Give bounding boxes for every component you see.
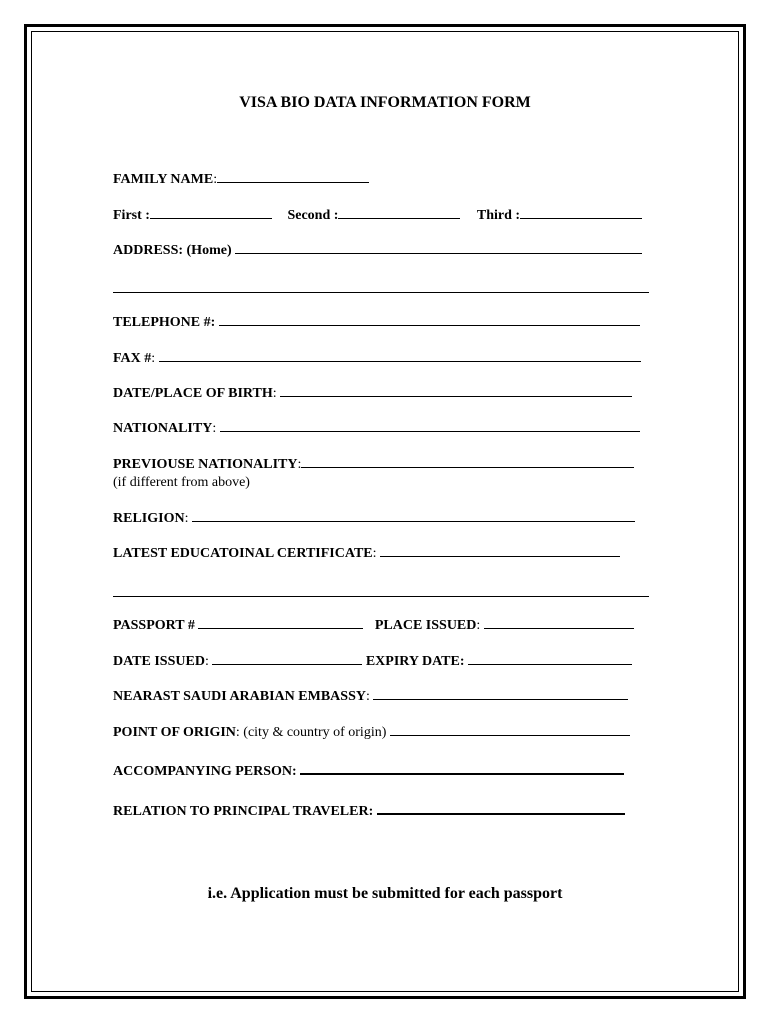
family-name-label: FAMILY NAME	[113, 172, 214, 187]
fax-row: FAX #:	[113, 350, 641, 368]
passport-row: PASSPORT # PLACE ISSUED:	[113, 617, 634, 635]
fax-field[interactable]	[159, 360, 641, 362]
address-row	[113, 242, 642, 260]
dob-field[interactable]	[280, 395, 632, 397]
telephone-label: TELEPHONE #:	[113, 315, 216, 330]
date-issued-field[interactable]	[212, 663, 362, 665]
education-field[interactable]	[380, 555, 620, 557]
address-field-line-2[interactable]	[113, 292, 649, 293]
accompanying-label: ACCOMPANYING PERSON:	[113, 764, 297, 779]
origin-row	[113, 724, 630, 742]
origin-label: POINT OF ORIGIN	[113, 725, 236, 740]
previous-nationality-field[interactable]	[301, 466, 634, 468]
expiry-date-label: EXPIRY DATE:	[365, 654, 465, 669]
embassy-field[interactable]	[373, 698, 628, 700]
family-name-field[interactable]	[217, 181, 369, 183]
second-name-field[interactable]	[338, 217, 460, 219]
address-label: ADDRESS: (Home)	[113, 243, 232, 258]
family-name-row: FAMILY NAME:	[113, 171, 369, 189]
religion-field[interactable]	[192, 520, 635, 522]
telephone-field[interactable]	[219, 324, 640, 326]
origin-field[interactable]	[390, 734, 630, 736]
given-names-row	[113, 207, 642, 225]
education-label: LATEST EDUCATOINAL CERTIFICATE	[113, 546, 373, 561]
nationality-label: NATIONALITY	[113, 421, 213, 436]
accompanying-field[interactable]	[300, 772, 624, 775]
relation-label: RELATION TO PRINCIPAL TRAVELER:	[113, 804, 374, 819]
third-name-label: Third :	[476, 208, 521, 223]
nationality-field[interactable]	[220, 430, 640, 432]
previous-nationality-row: PREVIOUSE NATIONALITY:	[113, 456, 634, 474]
first-name-field[interactable]	[150, 217, 272, 219]
passport-number-field[interactable]	[198, 627, 363, 629]
dob-row: DATE/PLACE OF BIRTH:	[113, 385, 632, 403]
relation-field[interactable]	[377, 812, 625, 815]
passport-label: PASSPORT #	[113, 618, 195, 633]
embassy-label: NEARAST SAUDI ARABIAN EMBASSY	[113, 689, 366, 704]
expiry-date-field[interactable]	[468, 663, 632, 665]
address-field[interactable]	[235, 252, 642, 254]
second-name-label: Second :	[287, 208, 339, 223]
previous-nationality-label: PREVIOUSE NATIONALITY	[113, 457, 298, 472]
relation-row	[113, 803, 625, 821]
previous-nationality-note: (if different from above)	[113, 475, 250, 490]
education-field-line-2[interactable]	[113, 596, 649, 597]
accompanying-row	[113, 763, 624, 781]
embassy-row: NEARAST SAUDI ARABIAN EMBASSY:	[113, 688, 628, 706]
religion-row: RELIGION:	[113, 510, 635, 528]
date-issued-label: DATE ISSUED	[113, 654, 205, 669]
form-title: VISA BIO DATA INFORMATION FORM	[239, 94, 531, 111]
dates-row: DATE ISSUED: EXPIRY DATE:	[113, 653, 632, 671]
place-issued-field[interactable]	[484, 627, 634, 629]
religion-label: RELIGION	[113, 511, 185, 526]
submission-note: i.e. Application must be submitted for each passport	[207, 885, 563, 902]
fax-label: FAX #	[113, 351, 152, 366]
place-issued-label: PLACE ISSUED	[374, 618, 477, 633]
origin-note: : (city & country of origin)	[235, 725, 387, 740]
nationality-row: NATIONALITY:	[113, 420, 640, 438]
education-row: LATEST EDUCATOINAL CERTIFICATE:	[113, 545, 620, 563]
third-name-field[interactable]	[520, 217, 642, 219]
first-name-label: First :	[113, 208, 150, 223]
dob-label: DATE/PLACE OF BIRTH	[113, 386, 273, 401]
telephone-row	[113, 314, 640, 332]
